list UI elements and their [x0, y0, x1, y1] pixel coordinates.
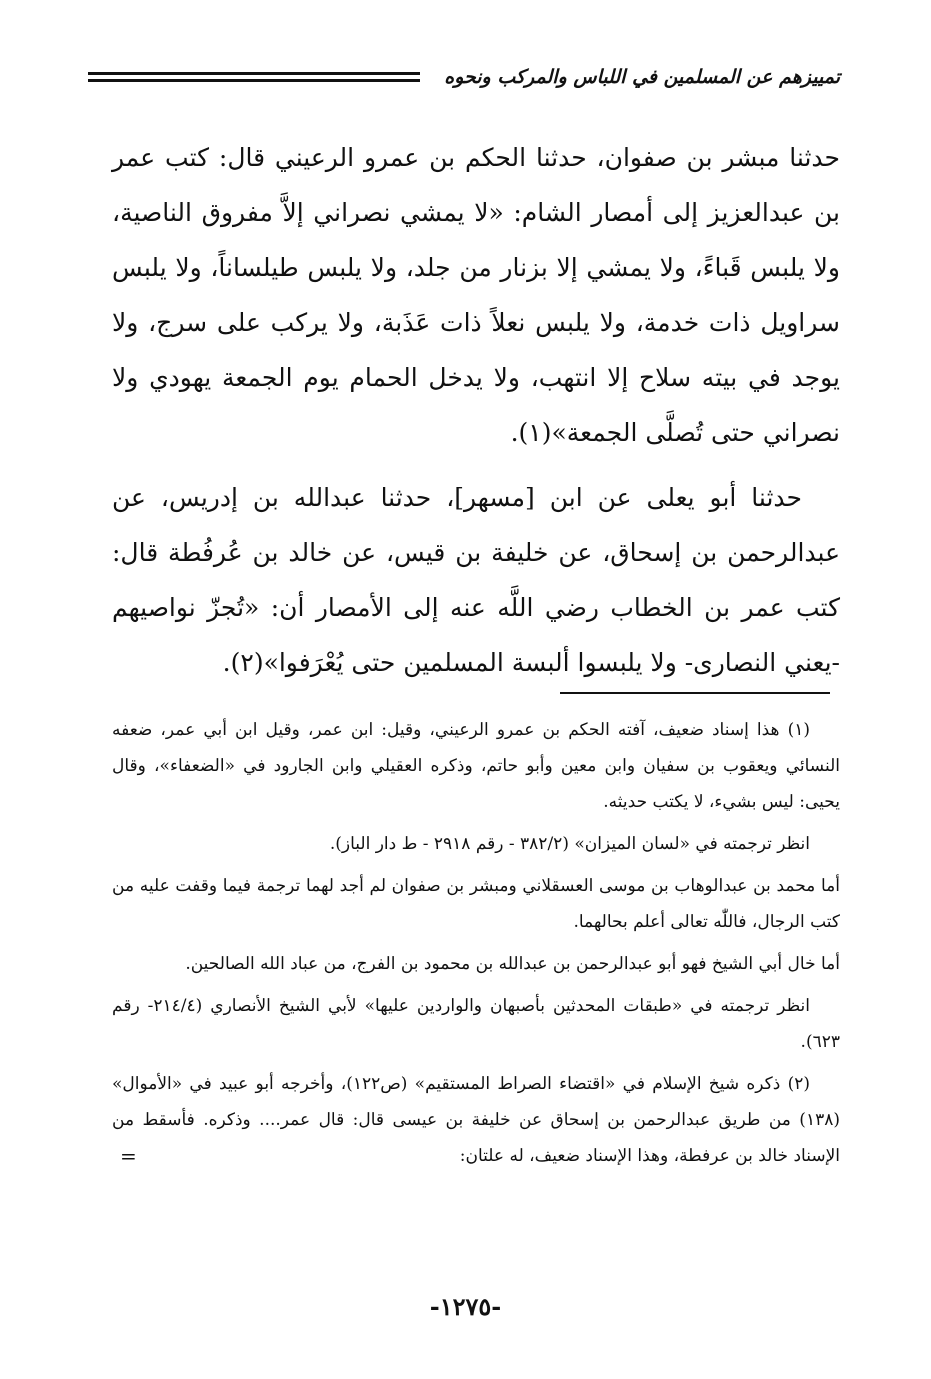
body-paragraph-1: حدثنا مبشر بن صفوان، حدثنا الحكم بن عمرو الرعيني قال: كتب عمر بن عبدالعزيز إلى أمصار الشام: «لا يمشي نصراني إلاَّ مفروق الناصية، ولا يلبس قَباءً، ولا يمشي إلا بزنار من جلد، ولا يلبس طيلساناً، ولا يلبس سراويل ذات خدمة، ولا يلبس نعلاً ذات عَذَبة، ولا يركب على سرج، ولا يوجد في بيته سلاح إلا انتهب، ولا يدخل الحمام يوم الجمعة يهودي ولا نصراني حتى تُصلَّى الجمعة»(١). — [112, 143, 840, 447]
footnote-2 — [112, 1066, 840, 1174]
page-number: -١٢٧٥- — [429, 1292, 502, 1321]
footnote-1-note-narrators: أما محمد بن عبدالوهاب بن موسى العسقلاني ومبشر بن صفوان لم أجد لهما ترجمة فيما وقفت عليه من كتب الرجال، فاللّٰه تعالى أعلم بحالهما. — [112, 876, 840, 932]
footnote-2-text: (٢) ذكره شيخ الإسلام في «اقتضاء الصراط المستقيم» (ص١٢٢)، وأخرجه أبو عبيد في «الأموال» (١٣٨) من طريق عبدالرحمن بن إسحاق عن خليفة بن عيسى قال: قال عمر.... وذكره. فأسقط من الإسناد خالد بن عرفطة، وهذا الإسناد ضعيف، له علتان: — [112, 1074, 840, 1166]
footnote-1: (١) هذا إسناد ضعيف، آفته الحكم بن عمرو الرعيني، وقيل: ابن عمر، وقيل ابن أبي عمر، ضعفه النسائي ويعقوب بن سفيان وابن معين وأبو حاتم، وذكره العقيلي وابن الجارود في «الضعفاء»، وقال يحيى: ليس بشيء، لا يكتب حديثه. — [112, 720, 840, 812]
main-text — [112, 130, 840, 690]
footnote-1-reference: انظر ترجمته في «لسان الميزان» (٣٨٢/٢ - رقم ٢٩١٨ - ط دار الباز). — [329, 834, 810, 854]
footnote-divider — [560, 692, 830, 694]
header-title: تمييزهم عن المسلمين في اللباس والمركب ونحوه — [444, 66, 840, 88]
running-header — [88, 62, 840, 98]
footnotes-section — [112, 712, 840, 1180]
footnote-1-note-tabaqat: انظر ترجمته في «طبقات المحدثين بأصبهان والواردين عليها» لأبي الشيخ الأنصاري (٢١٤/٤- رقم ٦٢٣). — [112, 996, 840, 1052]
body-paragraph-2: حدثنا أبو يعلى عن ابن [مسهر]، حدثنا عبدالله بن إدريس، عن عبدالرحمن بن إسحاق، عن خليفة بن قيس، عن خالد بن عُرفُطة قال: كتب عمر بن الخطاب رضي اللَّه عنه إلى الأمصار أن: «تُجزّ نواصيهم -يعني النصارى- ولا يلبسوا ألبسة المسلمين حتى يُعْرَفوا»(٢). — [112, 483, 840, 677]
continuation-mark: = — [120, 1144, 137, 1168]
footnote-1-note-uncle: أما خال أبي الشيخ فهو أبو عبدالرحمن بن عبدالله بن محمود بن الفرج، من عباد الله الصالحين. — [185, 954, 840, 974]
header-double-rule — [88, 72, 420, 84]
